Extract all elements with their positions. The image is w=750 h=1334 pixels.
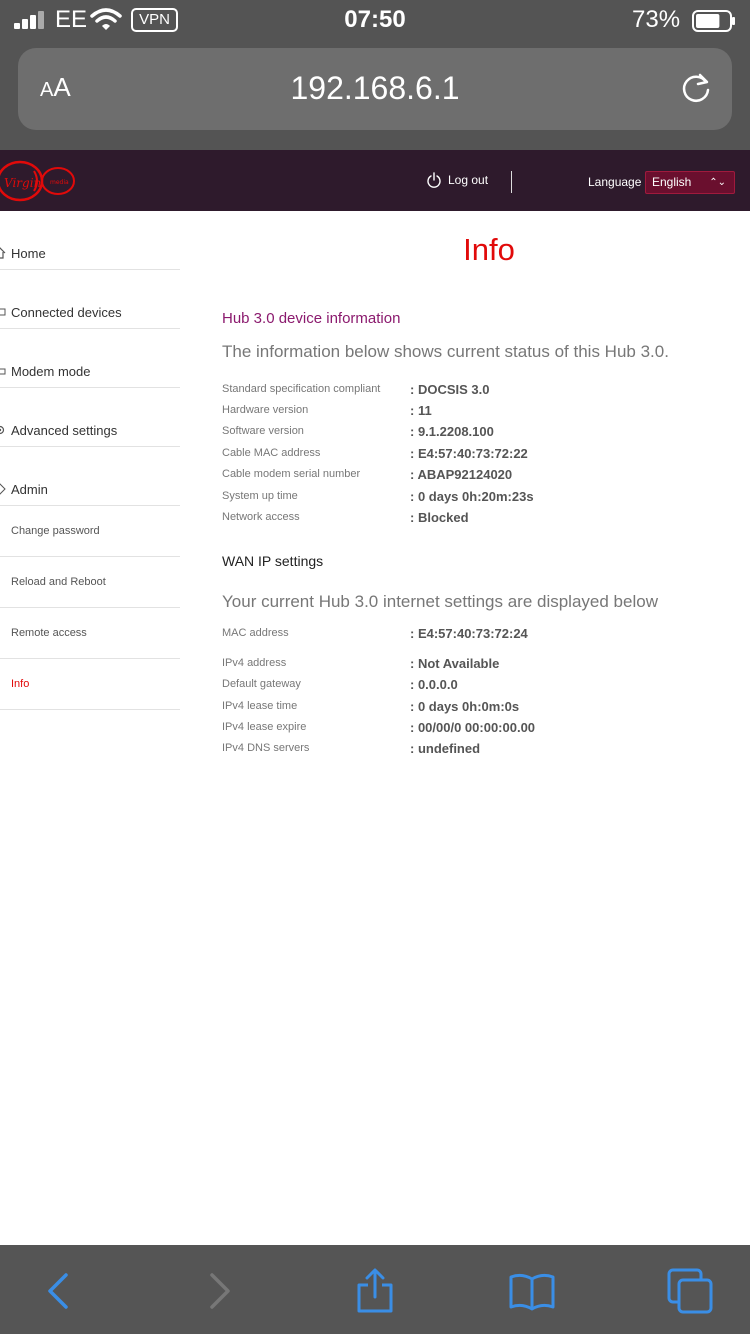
wan-settings-description: Your current Hub 3.0 internet settings are displayed below [222, 592, 658, 611]
info-row [222, 404, 722, 422]
sidebar-item-home[interactable] [0, 211, 180, 270]
info-key: Hardware version [222, 404, 309, 416]
forward-icon[interactable] [196, 1267, 244, 1315]
logout-label: Log out [448, 173, 489, 187]
info-key: Cable MAC address [222, 447, 321, 459]
sidebar-item-connected-devices[interactable] [0, 270, 180, 329]
sidebar-item-label: Advanced settings [11, 423, 118, 438]
info-value: : E4:57:40:73:72:24 [410, 626, 528, 641]
bookmarks-icon[interactable] [508, 1267, 556, 1315]
url-field[interactable]: 192.168.6.1 [290, 70, 460, 106]
info-key: Network access [222, 511, 300, 523]
info-key: IPv4 DNS servers [222, 742, 310, 754]
browser-toolbar [0, 1245, 750, 1334]
info-value: : 0 days 0h:20m:23s [410, 489, 534, 504]
info-key: IPv4 lease expire [222, 721, 307, 733]
info-row [222, 490, 722, 508]
device-info-description: The information below shows current status of this Hub 3.0. [222, 342, 669, 361]
info-row [222, 742, 722, 760]
info-row [222, 511, 722, 529]
status-bar [0, 0, 750, 42]
svg-text:media: media [50, 179, 69, 186]
info-row [222, 383, 722, 401]
info-key: IPv4 address [222, 657, 287, 669]
info-row [222, 425, 722, 443]
info-key: System up time [222, 490, 298, 502]
address-bar[interactable] [18, 48, 732, 130]
back-icon[interactable] [34, 1267, 82, 1315]
wan-settings-heading: WAN IP settings [222, 553, 324, 569]
sidebar-subitem-info[interactable] [0, 659, 180, 710]
sidebar-item-label: Modem mode [11, 364, 91, 379]
power-icon [426, 172, 442, 188]
language-label: Language [588, 175, 642, 189]
info-value: : 0 days 0h:0m:0s [410, 699, 520, 714]
sidebar-item-label: Home [11, 246, 46, 261]
tabs-icon[interactable] [666, 1267, 714, 1315]
info-value: : ABAP92124020 [410, 467, 513, 482]
info-row [222, 700, 722, 718]
gear-icon [0, 424, 6, 436]
sidebar-subitem-change-password[interactable] [0, 506, 180, 557]
devices-icon [0, 306, 6, 318]
cellular-signal-icon [14, 11, 48, 29]
info-value: : Blocked [410, 510, 469, 525]
sidebar-item-modem-mode[interactable] [0, 329, 180, 388]
battery-icon [692, 10, 736, 32]
sidebar-subitem-label: Reload and Reboot [11, 576, 106, 588]
info-value: : 0.0.0.0 [410, 677, 458, 692]
info-key: Cable modem serial number [222, 468, 361, 480]
info-key: IPv4 lease time [222, 700, 298, 712]
info-value: : DOCSIS 3.0 [410, 382, 490, 397]
info-value: : undefined [410, 741, 481, 756]
carrier-name: EE [55, 6, 88, 33]
sidebar-subitem-label: Change password [11, 525, 100, 537]
header-divider [511, 171, 512, 193]
info-value: : 11 [410, 403, 432, 418]
sidebar-subitem-remote-access[interactable] [0, 608, 180, 659]
sidebar-subitem-reload-reboot[interactable] [0, 557, 180, 608]
device-info-heading: Hub 3.0 device information [222, 310, 401, 327]
sidebar-item-advanced-settings[interactable] [0, 388, 180, 447]
battery-percentage: 73% [632, 6, 681, 33]
sidebar-item-label: Admin [11, 482, 48, 497]
info-key: MAC address [222, 627, 289, 639]
sidebar-item-label: Connected devices [11, 305, 122, 320]
info-key: Default gateway [222, 678, 301, 690]
page-title: Info [463, 232, 515, 267]
info-value: : 00/00/0 00:00:00.00 [410, 720, 536, 735]
info-key: Standard specification compliant [222, 383, 381, 395]
info-value: : Not Available [410, 656, 500, 671]
info-value: : 9.1.2208.100 [410, 424, 494, 439]
info-row [222, 447, 722, 465]
text-size-button[interactable]: AA [40, 72, 71, 102]
chevron-updown-icon: ⌃⌄ [709, 177, 726, 188]
sidebar-nav [0, 211, 180, 710]
reload-icon[interactable] [678, 70, 714, 106]
status-time: 07:50 [344, 6, 406, 33]
logout-button[interactable] [426, 172, 488, 188]
modem-icon [0, 365, 6, 377]
language-select[interactable] [645, 171, 735, 194]
browser-chrome [0, 0, 750, 150]
sidebar-subitem-label: Info [11, 678, 30, 690]
house-icon [0, 247, 6, 259]
vpn-badge: VPN [131, 8, 178, 32]
info-row [222, 468, 722, 486]
info-row [222, 627, 722, 645]
info-row [222, 721, 722, 739]
virgin-media-logo[interactable] [0, 155, 78, 207]
admin-icon [0, 483, 6, 495]
info-row [222, 678, 722, 696]
sidebar-subitem-label: Remote access [11, 627, 87, 639]
share-icon[interactable] [351, 1267, 399, 1315]
info-value: : E4:57:40:73:72:22 [410, 446, 528, 461]
site-header [0, 150, 750, 211]
language-selected: English [652, 175, 692, 189]
sidebar-item-admin[interactable] [0, 447, 180, 506]
svg-text:Virgin: Virgin [4, 176, 42, 190]
info-key: Software version [222, 425, 304, 437]
wifi-icon [90, 8, 122, 32]
info-row [222, 657, 722, 675]
